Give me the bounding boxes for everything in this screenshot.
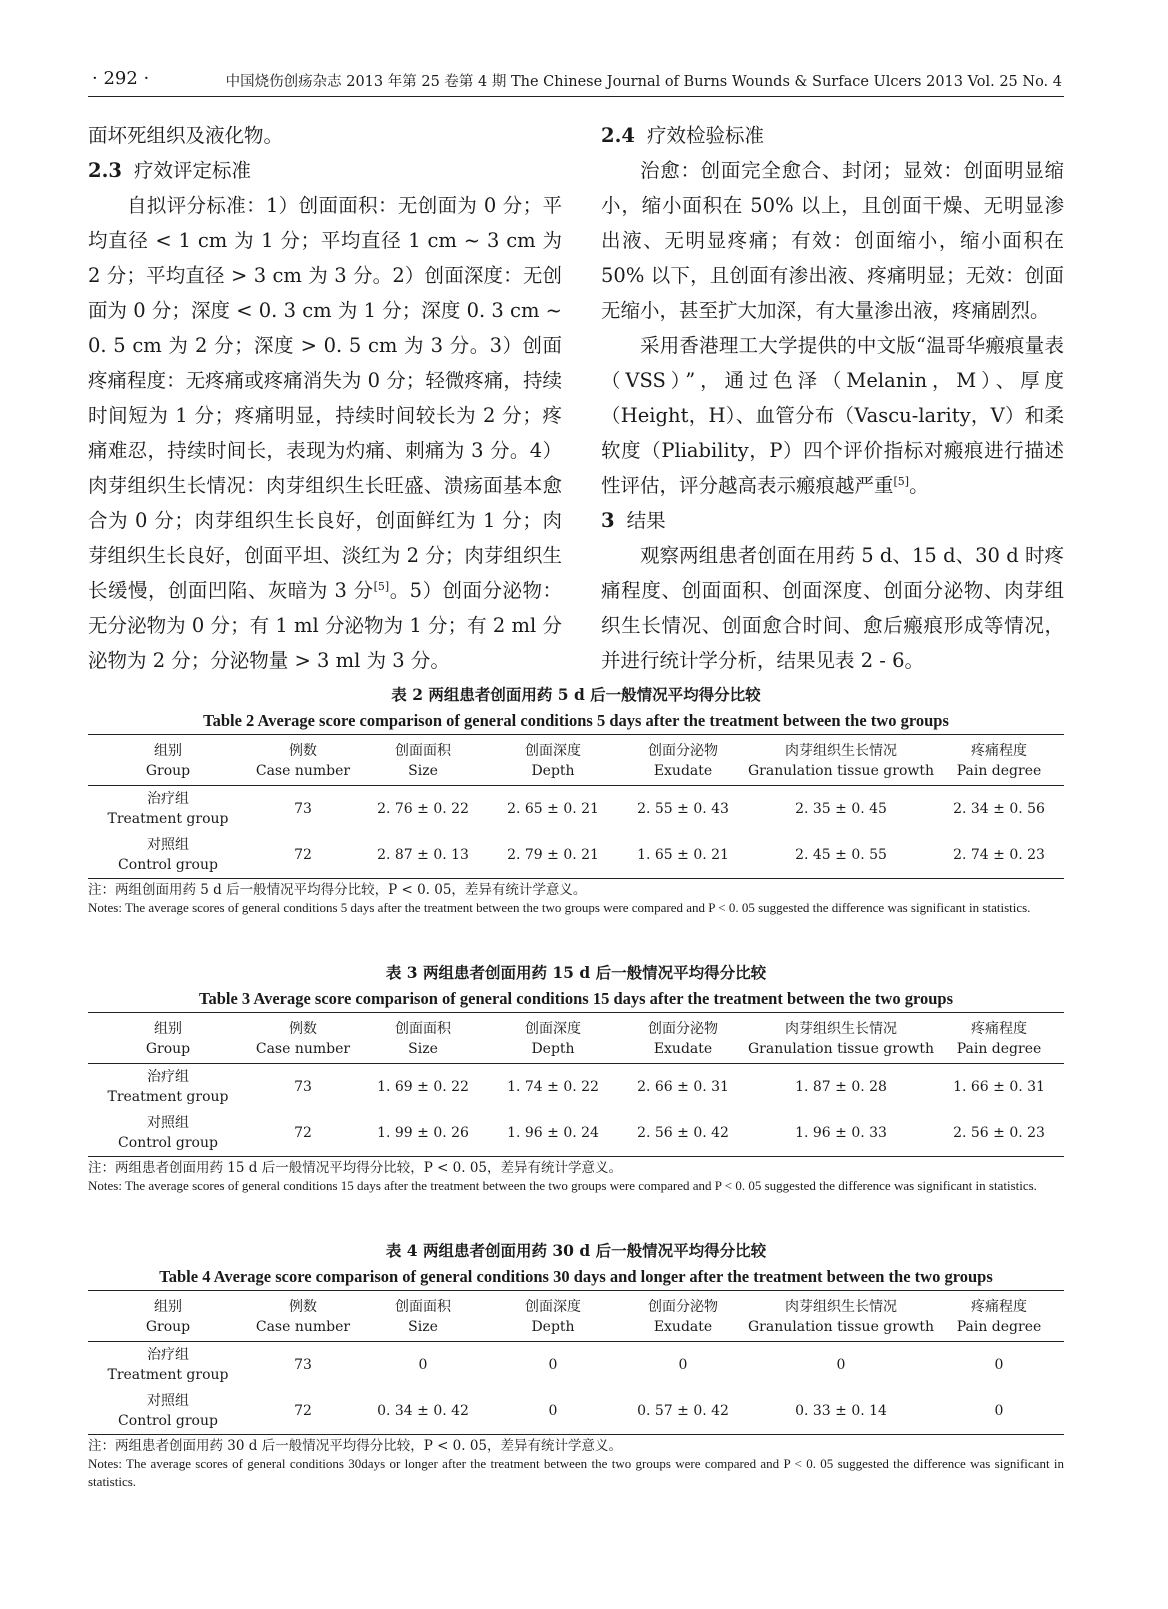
- table-2: [88, 682, 1064, 917]
- table-note-en: Notes: The average scores of general conditions 5 days after the treatment between the two groups were compared and P < 0. 05 suggested the difference was significant in statistics.: [88, 900, 1031, 915]
- table-note-cn: 注：两组患者创面用药 15 d 后一般情况平均得分比较，P < 0. 05，差异有统计学意义。: [88, 1160, 623, 1176]
- paragraph-text: 自拟评分标准：1）创面面积：无创面为 0 分；平均直径 < 1 cm 为 1 分；平均直径 1 cm ~ 3 cm 为 2 分；平均直径 > 3 cm 为 3 分。2）创面深度：无创面为 0 分；深度 < 0. 3 cm 为 1 分；深度 0. 3 cm ~ 0. 5 cm 为 2 分；深度 > 0. 5 cm 为 3 分。3）创面疼痛程度：无疼痛或疼痛消失为 0 分；轻微疼痛，持续时间短为 1 分；疼痛明显，持续时间较长为 2 分；疼痛难忍，持续时间长，表现为灼痛、刺痛为 3 分。4）肉芽组织生长情况：肉芽组织生长旺盛、溃疡面基本愈合为 0 分；肉芽组织生长良好，创面鲜红为 1 分；肉芽组织生长良好，创面平坦、淡红为 2 分；肉芽组织生长缓慢，创面凹陷、灰暗为 3 分: [88, 194, 562, 602]
- section-title: 疗效评定标准: [133, 159, 251, 182]
- data-table: [88, 1290, 1064, 1435]
- table-cell: 0. 34 ± 0. 42: [377, 1403, 469, 1419]
- table-note: [88, 1159, 1064, 1195]
- table-row: [88, 832, 1064, 879]
- table-cell: 72: [294, 847, 312, 863]
- section-number: 2.3: [88, 159, 122, 182]
- paragraph: 面坏死组织及液化物。: [88, 124, 284, 147]
- column-header: 创面深度 Depth: [488, 1013, 618, 1064]
- table-cell: 0. 33 ± 0. 14: [795, 1403, 887, 1419]
- group-cell: 对照组 Control group: [118, 837, 218, 873]
- table-cell: 2. 56 ± 0. 23: [953, 1125, 1045, 1141]
- table-4: [88, 1238, 1064, 1491]
- table-cell: 0: [678, 1357, 688, 1373]
- table-3: [88, 960, 1064, 1195]
- column-header: 组别 Group: [88, 1013, 248, 1064]
- table-cell: 2. 45 ± 0. 55: [795, 847, 887, 863]
- table-cell: 2. 76 ± 0. 22: [377, 801, 469, 817]
- column-header: 创面深度 Depth: [488, 1291, 618, 1342]
- section-number: 3: [601, 509, 615, 532]
- table-cell: 73: [294, 1357, 312, 1373]
- table-row: [88, 1110, 1064, 1157]
- table-note-en: Notes: The average scores of general conditions 15 days after the treatment between the two groups were compared and P < 0. 05 suggested the difference was significant in statistics.: [88, 1178, 1037, 1193]
- column-header: 肉芽组织生长情况 Granulation tissue growth: [748, 1291, 934, 1342]
- page-header: [88, 66, 1064, 97]
- column-header: 创面面积 Size: [358, 1291, 488, 1342]
- paragraph-text: 。5）创面分泌物：无分泌物为 0 分；有 1 ml 分泌物为 1 分；有 2 ml 分泌物为 2 分；分泌物量 > 3 ml 为 3 分。: [88, 579, 562, 672]
- column-header: 创面分泌物 Exudate: [618, 735, 748, 786]
- table-cell: 72: [294, 1125, 312, 1141]
- table-cell: 0: [994, 1403, 1004, 1419]
- table-cell: 1. 99 ± 0. 26: [377, 1125, 469, 1141]
- column-header: 组别 Group: [88, 1291, 248, 1342]
- table-cell: 0: [418, 1357, 428, 1373]
- group-cell: 对照组 Control group: [118, 1115, 218, 1151]
- column-header: 疼痛程度 Pain degree: [934, 735, 1064, 786]
- table-cell: 73: [294, 1079, 312, 1095]
- table-cell: 0: [548, 1403, 558, 1419]
- section-heading: [601, 503, 1064, 538]
- table-cell: 2. 34 ± 0. 56: [953, 801, 1045, 817]
- table-cell: 2. 74 ± 0. 23: [953, 847, 1045, 863]
- section-number: 2.4: [601, 124, 635, 147]
- data-table: [88, 734, 1064, 879]
- header-row: [88, 1291, 1064, 1342]
- table-cell: 1. 96 ± 0. 24: [507, 1125, 599, 1141]
- group-cell: 治疗组 Treatment group: [107, 1347, 229, 1383]
- column-header: 创面深度 Depth: [488, 735, 618, 786]
- table-note-en: Notes: The average scores of general conditions 30days or longer after the treatment between the two groups were compared and P < 0. 05 suggested the difference was significant in statistics.: [88, 1456, 1064, 1489]
- table-caption-cn: 表 2 两组患者创面用药 5 d 后一般情况平均得分比较: [391, 685, 761, 704]
- table-caption-en: Table 4 Average score comparison of general conditions 30 days and longer after the treatment between the two groups: [159, 1267, 993, 1286]
- table-caption-en: Table 2 Average score comparison of general conditions 5 days after the treatment between the two groups: [203, 711, 949, 730]
- paragraph-text: 。: [909, 474, 929, 497]
- table-cell: 1. 96 ± 0. 33: [795, 1125, 887, 1141]
- column-header: 组别 Group: [88, 735, 248, 786]
- column-header: 例数 Case number: [248, 1291, 358, 1342]
- citation: [5]: [373, 580, 390, 593]
- table-cell: 2. 87 ± 0. 13: [377, 847, 469, 863]
- group-cell: 对照组 Control group: [118, 1393, 218, 1429]
- table-cell: 72: [294, 1403, 312, 1419]
- group-cell: 治疗组 Treatment group: [107, 791, 229, 827]
- paragraph: 治愈：创面完全愈合、封闭；显效：创面明显缩小，缩小面积在 50% 以上，且创面干燥、无明显渗出液、无明显疼痛；有效：创面缩小，缩小面积在 50% 以下，且创面有渗出液、疼痛明显；无效：创面无缩小，甚至扩大加深，有大量渗出液，疼痛剧烈。: [601, 159, 1064, 322]
- running-title: 中国烧伤创疡杂志 2013 年第 25 卷第 4 期 The Chinese Journal of Burns Wounds & Surface Ulcers 2013 Vol. 25 No. 4: [225, 74, 1062, 90]
- column-header: 疼痛程度 Pain degree: [934, 1013, 1064, 1064]
- table-cell: 1. 65 ± 0. 21: [637, 847, 729, 863]
- table-row: [88, 786, 1064, 833]
- table-cell: 0: [994, 1357, 1004, 1373]
- table-note-cn: 注：两组患者创面用药 30 d 后一般情况平均得分比较，P < 0. 05，差异有统计学意义。: [88, 1438, 623, 1454]
- header-row: [88, 735, 1064, 786]
- section-title: 疗效检验标准: [646, 124, 764, 147]
- column-header: 例数 Case number: [248, 1013, 358, 1064]
- section-heading: [601, 118, 1064, 153]
- table-note: [88, 1437, 1064, 1491]
- table-cell: 0: [836, 1357, 846, 1373]
- column-header: 创面分泌物 Exudate: [618, 1291, 748, 1342]
- section-heading: [88, 153, 562, 188]
- table-note-cn: 注：两组创面用药 5 d 后一般情况平均得分比较，P < 0. 05，差异有统计学意义。: [88, 882, 587, 898]
- table-row: [88, 1064, 1064, 1111]
- header-row: [88, 1013, 1064, 1064]
- table-caption-cn: 表 4 两组患者创面用药 30 d 后一般情况平均得分比较: [385, 1241, 767, 1260]
- column-header: 肉芽组织生长情况 Granulation tissue growth: [748, 1013, 934, 1064]
- table-cell: 2. 35 ± 0. 45: [795, 801, 887, 817]
- table-row: [88, 1342, 1064, 1389]
- table-cell: 1. 87 ± 0. 28: [795, 1079, 887, 1095]
- right-column: [601, 118, 1064, 678]
- table-caption-cn: 表 3 两组患者创面用药 15 d 后一般情况平均得分比较: [385, 963, 767, 982]
- paragraph-text: 采用香港理工大学提供的中文版“温哥华瘢痕量表（VSS）”，通过色泽（Melanin，M）、厚度（Height，H）、血管分布（Vascu-larity，V）和柔软度（Pliability，P）四个评价指标对瘢痕进行描述性评估，评分越高表示瘢痕越严重: [601, 334, 1064, 497]
- data-table: [88, 1012, 1064, 1157]
- column-header: 疼痛程度 Pain degree: [934, 1291, 1064, 1342]
- column-header: 肉芽组织生长情况 Granulation tissue growth: [748, 735, 934, 786]
- column-header: 例数 Case number: [248, 735, 358, 786]
- table-cell: 2. 66 ± 0. 31: [637, 1079, 729, 1095]
- table-cell: 1. 66 ± 0. 31: [953, 1079, 1045, 1095]
- table-cell: 73: [294, 801, 312, 817]
- table-cell: 2. 55 ± 0. 43: [637, 801, 729, 817]
- table-cell: 1. 69 ± 0. 22: [377, 1079, 469, 1095]
- citation: [5]: [893, 475, 910, 488]
- page-number: · 292 ·: [92, 68, 150, 89]
- column-header: 创面面积 Size: [358, 1013, 488, 1064]
- left-column: [88, 118, 562, 678]
- column-header: 创面分泌物 Exudate: [618, 1013, 748, 1064]
- group-cell: 治疗组 Treatment group: [107, 1069, 229, 1105]
- column-header: 创面面积 Size: [358, 735, 488, 786]
- table-cell: 2. 56 ± 0. 42: [637, 1125, 729, 1141]
- paragraph: [88, 188, 562, 678]
- section-title: 结果: [626, 509, 666, 532]
- table-note: [88, 881, 1064, 917]
- table-cell: 2. 65 ± 0. 21: [507, 801, 599, 817]
- paragraph: [601, 328, 1064, 503]
- table-cell: 1. 74 ± 0. 22: [507, 1079, 599, 1095]
- table-caption-en: Table 3 Average score comparison of general conditions 15 days after the treatment between the two groups: [198, 989, 954, 1008]
- table-cell: 2. 79 ± 0. 21: [507, 847, 599, 863]
- table-cell: 0: [548, 1357, 558, 1373]
- table-row: [88, 1388, 1064, 1435]
- paragraph: 观察两组患者创面在用药 5 d、15 d、30 d 时疼痛程度、创面面积、创面深度、创面分泌物、肉芽组织生长情况、创面愈合时间、愈后瘢痕形成等情况，并进行统计学分析，结果见表 2 - 6。: [601, 544, 1064, 672]
- table-cell: 0. 57 ± 0. 42: [637, 1403, 729, 1419]
